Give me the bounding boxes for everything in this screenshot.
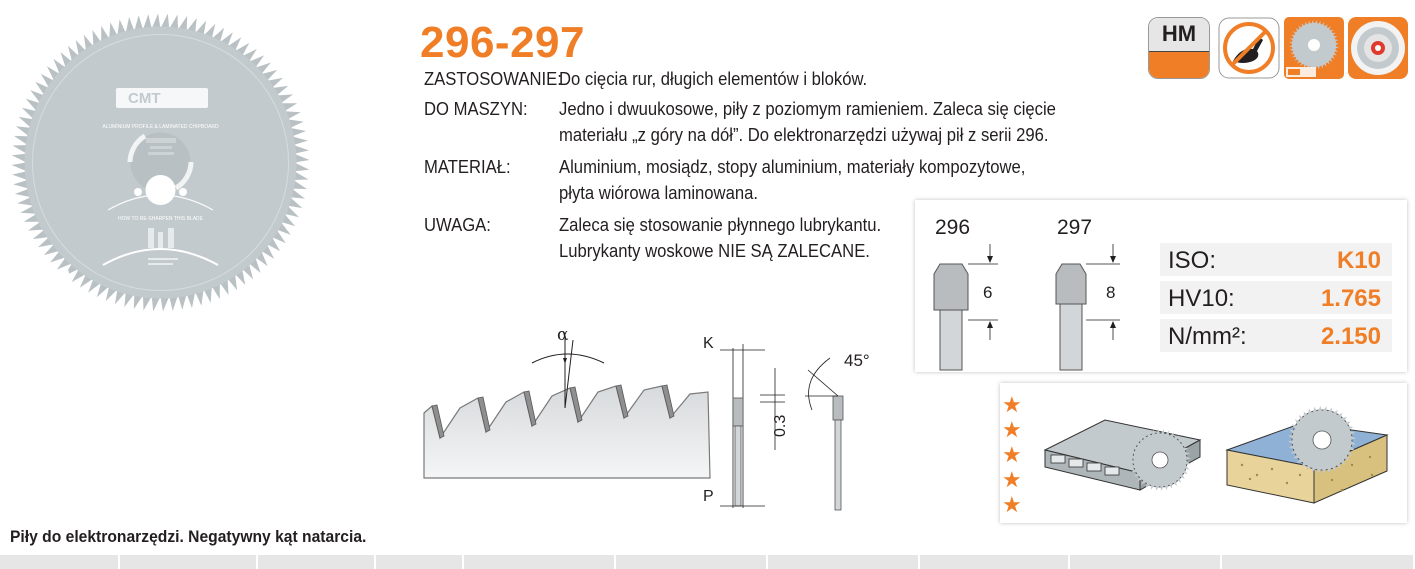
- plate-label: P: [703, 488, 714, 505]
- spec-value-note-line2: Lubrykanty woskowe NIE SĄ ZALECANE.: [559, 240, 870, 261]
- spec-value-material-line2: płyta wiórowa laminowana.: [559, 182, 758, 203]
- blade-brand-text: CMT: [128, 90, 161, 107]
- spec-label-application: ZASTOSOWANIE:: [424, 68, 562, 89]
- rating-star-icon: ★: [1002, 443, 1022, 468]
- spec-value-material-line1: Aluminium, mosiądz, stopy aluminium, materiały kompozytowe,: [559, 156, 1026, 177]
- hm-badge-label: HM: [1149, 18, 1209, 52]
- spec-label-note: UWAGA:: [424, 214, 491, 235]
- hm-carbide-badge: [1148, 17, 1210, 79]
- strength-label: N/mm²:: [1168, 323, 1247, 350]
- spec-value-machines-line1: Jedno i dwuukosowe, piły z poziomym ramieniem. Zaleca się cięcie: [559, 98, 1056, 119]
- product-title: 296-297: [420, 18, 585, 67]
- rating-star-icon: ★: [1002, 418, 1022, 443]
- catalog-caption: Piły do elektronarzędzi. Negatywny kąt natarcia.: [10, 527, 367, 546]
- spec-value-machines-line2: materiału „z góry na dół”. Do elektronarzędzi używaj pił z serii 296.: [559, 124, 1049, 145]
- iso-label: ISO:: [1168, 247, 1217, 274]
- tooth-geometry-diagram: [420, 318, 910, 518]
- blade-bore: [146, 175, 176, 205]
- spec-label-machines: DO MASZYN:: [424, 98, 528, 119]
- spec-label-material: MATERIAŁ:: [424, 156, 511, 177]
- tooth-profile-296-label: 296: [935, 216, 971, 239]
- tooth-profile-296-dimension: 6: [983, 283, 993, 302]
- rating-star-icon: ★: [1002, 393, 1022, 418]
- tooth-profile-297-dimension: 8: [1106, 283, 1116, 302]
- blade-box-icon: [1348, 17, 1408, 79]
- rating-star-icon: ★: [1002, 468, 1022, 493]
- clearance-label: 0.3: [772, 414, 789, 437]
- iso-value: K10: [1336, 247, 1381, 274]
- aluminium-profile-illustration: [1035, 395, 1210, 510]
- blade-package-icon: [1284, 17, 1344, 79]
- kerf-label: K: [703, 335, 714, 352]
- blade-resharpen-text: HOW TO RE-SHARPEN THIS BLADE: [117, 216, 204, 222]
- strength-value: 2.150: [1320, 323, 1381, 350]
- rating-star-icon: ★: [1002, 493, 1022, 518]
- bevel-angle-label: 45°: [844, 351, 870, 370]
- blade-caption-text: ALUMINIUM PROFILE & LAMINATED CHIPBOARD: [102, 124, 219, 130]
- hv10-value: 1.765: [1320, 285, 1381, 312]
- chipboard-illustration: [1222, 395, 1397, 510]
- saw-blade-image: [8, 10, 313, 315]
- tooth-profile-drawings: [920, 240, 1150, 372]
- spec-value-application: Do cięcia rur, długich elementów i bloków.: [559, 68, 868, 89]
- spec-value-note-line1: Zaleca się stosowanie płynnego lubrykantu.: [559, 214, 882, 235]
- hv10-label: HV10:: [1168, 285, 1235, 312]
- table-header-bar: [0, 555, 1415, 569]
- no-wood-icon: [1218, 17, 1280, 79]
- tooth-profile-297-label: 297: [1057, 216, 1093, 239]
- alpha-label: α: [557, 325, 569, 345]
